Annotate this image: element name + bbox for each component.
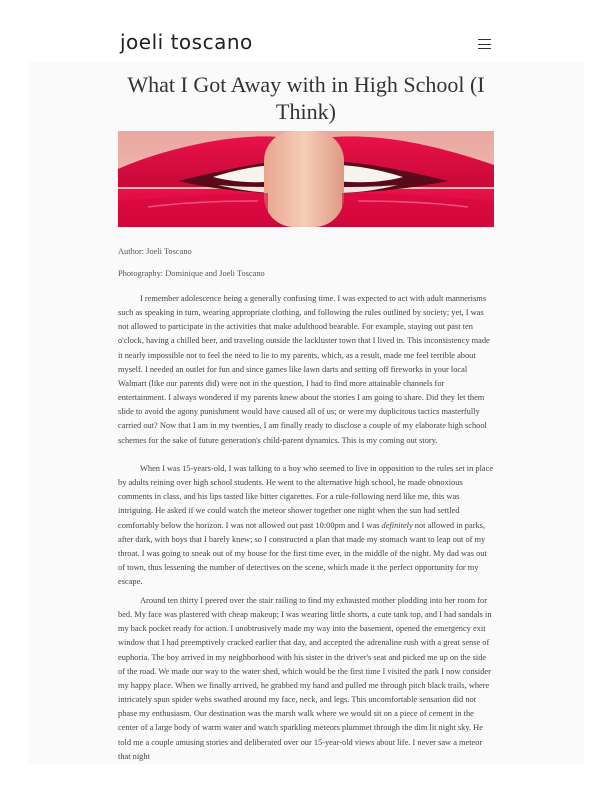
article-title: What I Got Away with in High School (I Think) [127, 72, 485, 124]
article-photography-credit: Photography: Dominique and Joeli Toscano [118, 269, 265, 278]
article-paragraph-3 [118, 594, 494, 764]
article-paragraph-2 [118, 462, 494, 589]
paragraph-1-text: I remember adolescence being a generally confusing time. I was expected to act with adult mannerisms such as speaking in turn, wearing appropriate clothing, and following the rules outlined by society; yet, I was not allowed to participate in the activities that make adulthood bearable. For example, staying out past ten o'clock, having a chilled beer, and traveling outside the lackluster town that I lived in. This inconsistency made it nearly impossible not to feel the need to lie to my parents, which, as a result, made me feel terrible about myself. I needed an outlet for fun and since games like lawn darts and setting off fireworks in your local Walmart (like our parents did) were not in the question, I had to find more attainable channels for entertainment. I always wondered if my parents knew about the stories I am going to share. Did they let them slide to avoid the agony punishment would have caused all of us; or were my duplicitous tactics masterfully carried out? Now that I am in my twenties, I am finally ready to disclose a couple of my elaborate high school schemes for the sake of future generation's child-parent dynamics. This is my coming out story. [118, 294, 490, 445]
article-author: Author: Joeli Toscano [118, 247, 192, 256]
article-paragraph-1 [118, 292, 494, 448]
paragraph-2-text-after: not allowed in parks, after dark, with boys that I barely knew; so I constructed a plan that made my stomach want to leap out of my throat. I was going to sneak out of my house for the first time ever, in the middle of the night. My dad was out of town, thus lessening the number of detectives on the scene, which made it the perfect opportunity for my escape. [118, 520, 487, 587]
site-brand[interactable]: joeli toscano [120, 30, 253, 54]
paragraph-3-text: Around ten thirty I peered over the stair railing to find my exhausted mother plodding into her room for bed. My face was plastered with cheap makeup; I was wearing little shorts, a cute tank top, and I had sandals in my back pocket ready for action. I unobtrusively made my way into the basement, opened the emergency exit window that I had preemptively cracked earlier that day, and accepted the adrenaline rush with a great sense of euphoria. The boy arrived in my neighborhood with his sister in the driver's seat and picked me up on the side of the road. We made our way to the water shed, which would be the first time I visited the park I now consider my happy place. When we finally arrived, he grabbed my hand and pulled me through pitch black trails, where intricately spun spider webs swathed around my face, neck, and legs. This uncomfortable sensation did not phase my enthusiasm. Our destination was the marsh walk where we would sit on a piece of cement in the center of a large body of warm water and watch sparkling meteors plummet through the dim lit night sky. He told me a couple amusing stories and deliberated over our 15-year-old views about life. I never saw a meteor that night [118, 596, 492, 761]
paragraph-2-text-before: When I was 15-years-old, I was talking to a boy who seemed to live in opposition to the rules set in place by adults reining over high school students. He went to the alternative high school, he made obnoxious comments in class, and his lips tasted like bitter cigarettes. For a rule-following nerd like me, this was intriguing. He asked if we could watch the meteor shower together one night when the sun had settled comfortably below the horizon. I was not allowed out past 10:00pm and I was [118, 464, 494, 530]
paragraph-2-emphasis: definitely [381, 520, 413, 530]
hamburger-menu-icon[interactable] [478, 39, 491, 50]
site-header [0, 0, 612, 62]
hero-image [118, 131, 494, 227]
